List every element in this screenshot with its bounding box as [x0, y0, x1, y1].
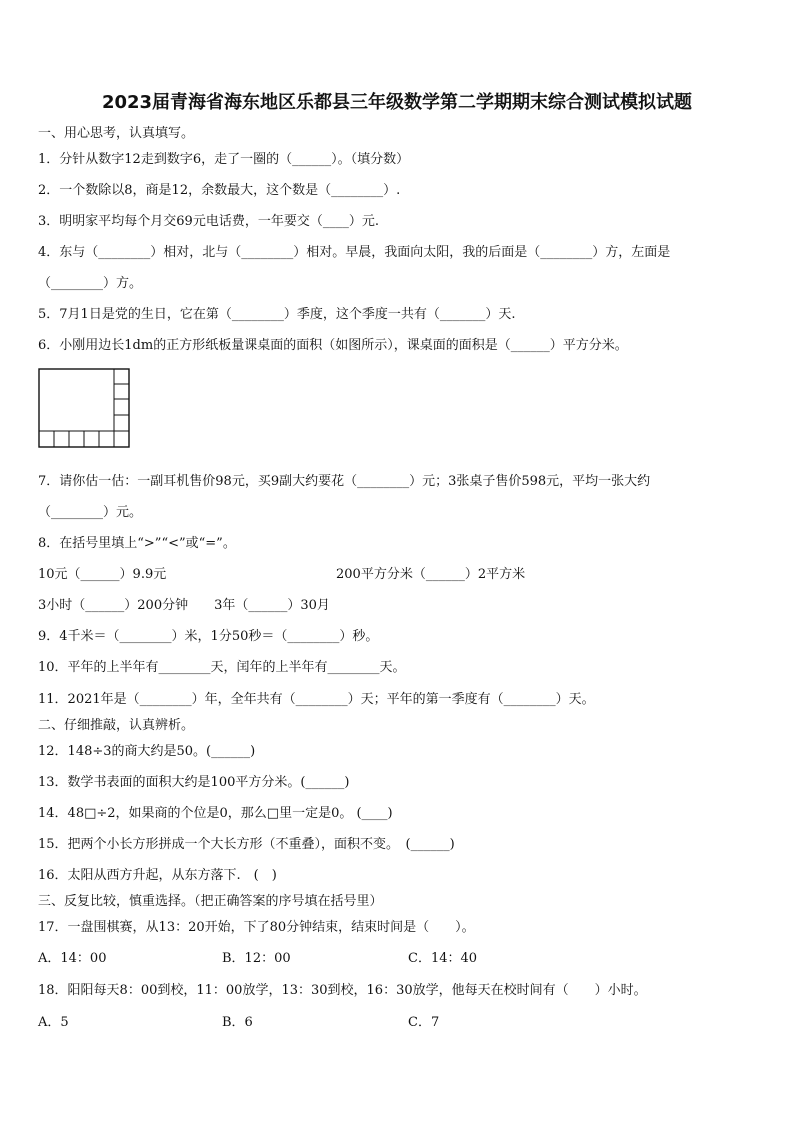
question-18: 18．阳阳每天8：00到校，11：00放学，13：30到校，16：30放学，他每天在校时间有（ ）小时。: [38, 983, 647, 998]
question-8: 8．在括号里填上“>”“<”或“=”。: [38, 536, 236, 551]
desk-area-figure: [38, 368, 130, 448]
question-4-line-1: 4．东与（________）相对，北与（________）相对。早晨，我面向太阳，我的后面是（________）方，左面是: [38, 245, 671, 260]
question-5: 5．7月1日是党的生日，它在第（________）季度，这个季度一共有（_______）天.: [38, 307, 516, 322]
question-13: 13．数学书表面的面积大约是100平方分米。(______): [38, 775, 350, 790]
question-4-line-2: （________）方。: [38, 276, 143, 291]
question-6: 6．小刚用边长1dm的正方形纸板量课桌面的面积（如图所示），课桌面的面积是（______）平方分米。: [38, 338, 628, 353]
question-14: 14．48□÷2，如果商的个位是0，那么□里一定是0。 (____): [38, 806, 393, 821]
question-17-option-c: C．14：40: [408, 951, 478, 966]
question-8-item-a: 10元（______）9.9元: [38, 567, 167, 582]
unit-squares-right-column: [114, 369, 129, 431]
question-10: 10．平年的上半年有________天，闰年的上半年有________天。: [38, 660, 406, 675]
question-17-option-a: A．14：00: [38, 951, 107, 966]
question-2: 2．一个数除以8，商是12，余数最大，这个数是（________）.: [38, 183, 401, 198]
section-heading-1: 一、用心思考，认真填写。: [38, 126, 195, 141]
question-17: 17．一盘围棋赛，从13：20开始，下了80分钟结束，结束时间是（ ）。: [38, 920, 475, 935]
question-8-item-b: 200平方分米（______）2平方米: [336, 567, 526, 582]
question-18-option-c: C．7: [408, 1015, 440, 1030]
page-title: 2023届青海省海东地区乐都县三年级数学第二学期期末综合测试模拟试题: [101, 92, 693, 113]
question-7-line-2: （________）元。: [38, 505, 143, 520]
question-15: 15．把两个小长方形拼成一个大长方形（不重叠），面积不变。 (______): [38, 837, 455, 852]
question-11: 11．2021年是（________）年，全年共有（________）天；平年的第一季度有（________）天。: [38, 692, 595, 707]
question-12: 12．148÷3的商大约是50。(______): [38, 744, 256, 759]
question-7-line-1: 7．请你估一估：一副耳机售价98元，买9副大约要花（________）元；3张桌子售价598元，平均一张大约: [38, 474, 651, 489]
question-16: 16．太阳从西方升起，从东方落下. ( ): [38, 868, 277, 883]
section-heading-3: 三、反复比较，慎重选择。（把正确答案的序号填在括号里）: [38, 894, 383, 909]
question-9: 9．4千米＝（________）米，1分50秒＝（________）秒。: [38, 629, 379, 644]
question-18-option-a: A．5: [38, 1015, 69, 1030]
question-18-option-b: B．6: [222, 1015, 253, 1030]
section-heading-2: 二、仔细推敲，认真辨析。: [38, 718, 195, 733]
unit-squares-bottom-row: [39, 431, 129, 447]
question-1: 1．分针从数字12走到数字6，走了一圈的（______）。（填分数）: [38, 152, 410, 167]
question-3: 3．明明家平均每个月交69元电话费，一年要交（____）元.: [38, 214, 379, 229]
question-17-option-b: B．12：00: [222, 951, 291, 966]
question-8-items-c-d: 3小时（______）200分钟 3年（______）30月: [38, 598, 330, 613]
